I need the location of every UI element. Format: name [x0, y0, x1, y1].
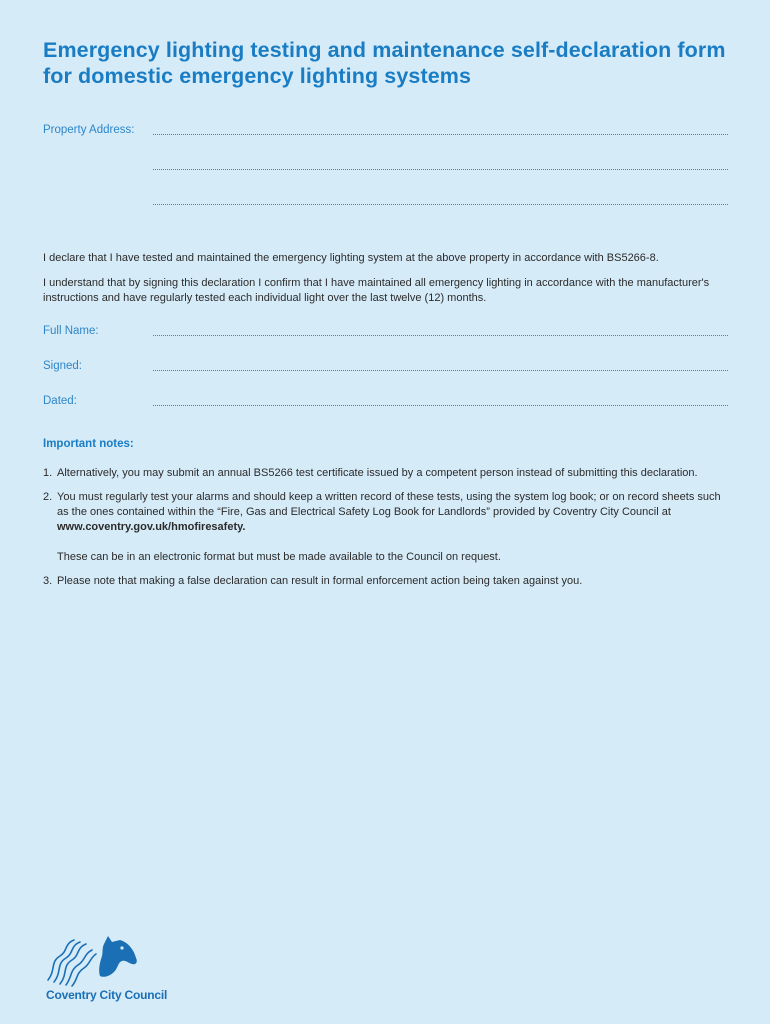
declaration-paragraph-2: I understand that by signing this declaration I confirm that I have maintained all emergency lighting in accordance with the manufacturer's instructions and have regularly tested each individual light over the last twelve (12) months. [43, 277, 710, 304]
coventry-horse-logo-icon [42, 932, 152, 990]
notes-heading: Important notes: [43, 438, 134, 450]
council-logo [42, 932, 172, 1004]
property-address-line-1[interactable] [153, 122, 728, 135]
note-number: 1. [43, 467, 53, 479]
property-address-label: Property Address: [43, 124, 135, 136]
dated-line[interactable] [153, 393, 728, 406]
note-number: 2. [43, 491, 53, 503]
signed-row [43, 355, 728, 373]
note-text: You must regularly test your alarms and should keep a written record of these tests, using the system log book; or on record sheets such as the ones contained within the “Fire, Gas and Electrical Safety Log Book for Landlords” provided by Coventry City Council at [57, 491, 721, 518]
note-text: Alternatively, you may submit an annual BS5266 test certificate issued by a competent person instead of submitting this declaration. [57, 467, 698, 479]
page-title: Emergency lighting testing and maintenance self-declaration form for domestic emergency lighting systems [43, 38, 726, 88]
full-name-row [43, 320, 728, 338]
form-page [43, 38, 728, 598]
property-address-row [43, 119, 728, 137]
full-name-label: Full Name: [43, 325, 99, 337]
declaration-paragraph-1: I declare that I have tested and maintained the emergency lighting system at the above property in accordance with BS5266-8. [43, 252, 659, 264]
website-link[interactable]: www.coventry.gov.uk/hmofiresafety. [57, 521, 246, 533]
property-address-section [43, 119, 728, 207]
note-item [43, 466, 728, 481]
note-subtext: These can be in an electronic format but must be made available to the Council on request. [57, 551, 501, 563]
full-name-line[interactable] [153, 323, 728, 336]
dated-row [43, 390, 728, 408]
signed-line[interactable] [153, 358, 728, 371]
note-item [43, 574, 728, 589]
property-address-line-3[interactable] [153, 192, 728, 205]
notes-list [43, 466, 728, 589]
note-item [43, 490, 728, 565]
property-address-row-3 [43, 189, 728, 207]
council-name: Coventry City Council [46, 988, 168, 1002]
property-address-row-2 [43, 154, 728, 172]
dated-label: Dated: [43, 395, 77, 407]
note-text: Please note that making a false declaration can result in formal enforcement action being taken against you. [57, 575, 583, 587]
signed-label: Signed: [43, 360, 83, 372]
property-address-line-2[interactable] [153, 157, 728, 170]
note-number: 3. [43, 575, 53, 587]
signature-section [43, 320, 728, 408]
declaration-text [43, 251, 728, 306]
